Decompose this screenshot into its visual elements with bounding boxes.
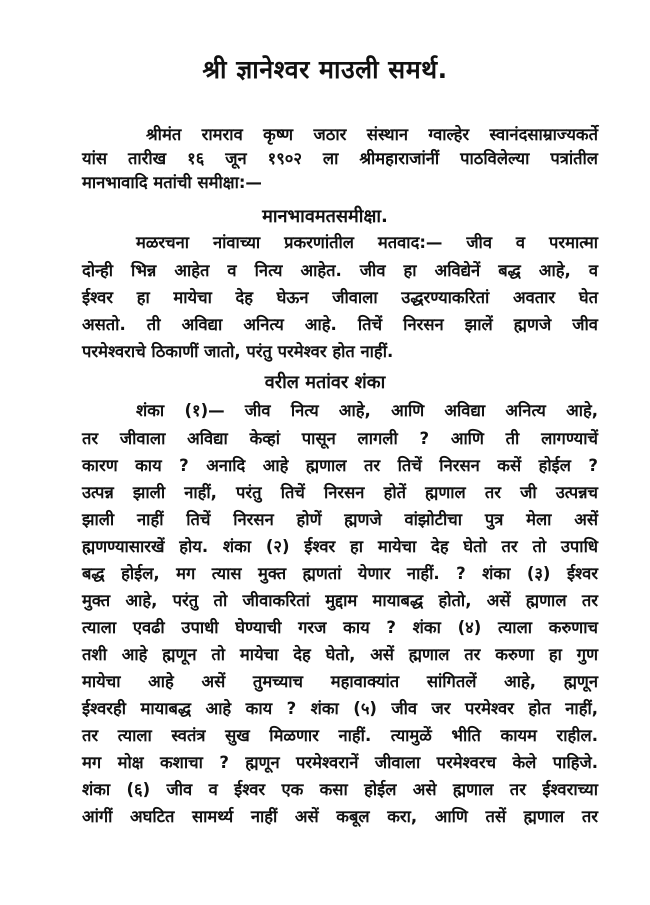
paragraph-line: बद्ध होईल, मग त्यास मुक्त ह्मणतां येणार नाहीं. ? शंका (३) ईश्वर — [82, 564, 598, 583]
paragraph-line: तशी आहे ह्मणून तो मायेचा देह घेतो, असें ह्मणाल तर करुणा हा गुण — [82, 645, 598, 664]
paragraph-line: झाली नाहीं तिचें निरसन होणें ह्मणजे वांझोटीचा पुत्र मेला असें — [82, 510, 598, 529]
paragraph-line: शंका (६) जीव व ईश्वर एक कसा होईल असे ह्मणाल तर ईश्वराच्या — [82, 780, 598, 799]
paragraph-line: असतो. ती अविद्या अनित्य आहे. तिचें निरसन झालें ह्मणजे जीव — [82, 315, 598, 334]
paragraph-line: त्याला एवढी उपाधी घेण्याची गरज काय ? शंका (४) त्याला करुणाच — [82, 618, 598, 637]
paragraph-line: दोन्ही भिन्न आहेत व नित्य आहेत. जीव हा अविद्येनें बद्ध आहे, व — [82, 261, 598, 280]
paragraph-line: मग मोक्ष कशाचा ? ह्मणून परमेश्वरानें जीवाला परमेश्वरच केले पाहिजे. — [82, 753, 598, 772]
section-heading-2: वरील मतांवर शंका — [264, 372, 386, 393]
page-title: श्री ज्ञानेश्वर माउली समर्थ. — [202, 55, 448, 84]
paragraph-line: मुक्त आहे, परंतु तो जीवाकरितां मुद्दाम मायाबद्ध होतो, असें ह्मणाल तर — [82, 591, 598, 610]
intro-line-3: मानभावादि मतांची समीक्षा:— — [82, 173, 262, 192]
intro-line-1: श्रीमंत रामराव कृष्ण जठार संस्थान ग्वाल्हेर स्वानंदसाम्राज्यकर्ते — [146, 125, 598, 144]
paragraph-line: कारण काय ? अनादि आहे ह्मणाल तर तिचें निरसन कसें होईल ? — [82, 456, 598, 475]
paragraph-line: आंगीं अघटित सामर्थ्य नाहीं असें कबूल करा, आणि तसें ह्मणाल तर — [82, 807, 598, 826]
paragraph-line: शंका (१)— जीव नित्य आहे, आणि अविद्या अनित्य आहे, — [136, 401, 598, 420]
paragraph-line: तर त्याला स्वतंत्र सुख मिळणार नाहीं. त्यामुळें भीति कायम राहील. — [82, 726, 598, 745]
paragraph-line: मायेचा आहे असें तुमच्याच महावाक्यांत सांगितलें आहे, ह्मणून — [82, 672, 598, 691]
paragraph-line: ह्मणण्यासारखें होय. शंका (२) ईश्वर हा मायेचा देह घेतो तर तो उपाधि — [82, 537, 598, 556]
paragraph-line: ईश्वर हा मायेचा देह घेऊन जीवाला उद्धरण्याकरितां अवतार घेत — [82, 288, 598, 307]
section-heading-1: मानभावमतसमीक्षा. — [262, 206, 388, 227]
paragraph-line: उत्पन्न झाली नाहीं, परंतु तिचें निरसन होतें ह्मणाल तर जी उत्पन्नच — [82, 483, 598, 502]
paragraph-line: ईश्वरही मायाबद्ध आहे काय ? शंका (५) जीव जर परमेश्वर होत नाहीं, — [82, 699, 598, 718]
intro-line-2: यांस तारीख १६ जून १९०२ ला श्रीमहाराजांनीं पाठविलेल्या पत्रांतील — [82, 149, 598, 168]
paragraph-line: मळरचना नांवाच्या प्रकरणांतील मतवाद:— जीव व परमात्मा — [136, 233, 598, 252]
paragraph-line: तर जीवाला अविद्या केव्हां पासून लागली ? आणि ती लागण्याचें — [82, 429, 598, 448]
paragraph-line: परमेश्वराचे ठिकाणीं जातो, परंतु परमेश्वर होत नाहीं. — [82, 342, 394, 361]
